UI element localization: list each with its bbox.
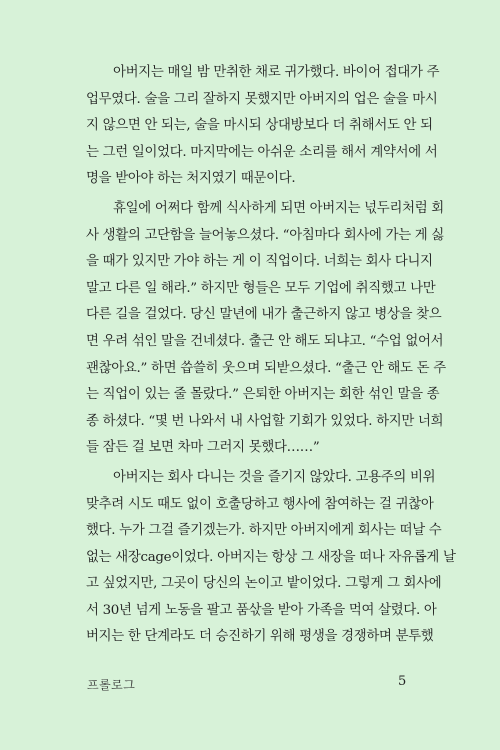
- page-number: 5: [398, 674, 407, 689]
- text-line: 명을 받아야 하는 처지였기 때문이다.: [86, 171, 296, 187]
- text-line: 아버지는 회사 다니는 것을 즐기지 않았다. 고용주의 비위: [113, 469, 436, 485]
- paragraph: [86, 196, 446, 462]
- text-line: 면 우려 섞인 말을 건네셨다. 출근 안 해도 되냐고. “수업 없어서: [86, 333, 444, 349]
- text-line: 업무였다. 술을 그리 잘하지 못했지만 아버지의 업은 술을 마시: [86, 91, 438, 107]
- text-line: 버지는 한 단계라도 더 승진하기 위해 평생을 경쟁하며 분투했: [86, 629, 434, 645]
- text-line: 지 않으면 안 되는, 술을 마시되 상대방보다 더 취해서도 안 되: [86, 118, 433, 134]
- text-line: 괜찮아요.” 하면 씁쓸히 웃으며 되받으셨다. “출근 안 해도 돈 주: [86, 360, 446, 376]
- text-line: 고 싶었지만, 그곳이 당신의 논이고 밭이었다. 그렇게 그 회사에: [86, 576, 442, 592]
- text-line: 는 직업이 있는 줄 몰랐다.” 은퇴한 아버지는 회한 섞인 말을 종: [86, 387, 440, 403]
- text-line: 사 생활의 고단함을 늘어놓으셨다. “아침마다 회사에 가는 게 싫: [86, 227, 445, 243]
- text-line: 말고 다른 일 해라.” 하지만 형들은 모두 기업에 취직했고 나만: [86, 280, 436, 296]
- text-line: 들 잠든 걸 보면 차마 그러지 못했다……”: [86, 440, 320, 456]
- text-line: 아버지는 매일 밤 만취한 채로 귀가했다. 바이어 접대가 주: [113, 65, 440, 80]
- paragraph: [86, 465, 456, 651]
- text-line: 는 그런 일이었다. 마지막에는 아쉬운 소리를 해서 계약서에 서: [86, 144, 438, 160]
- text-line: 을 때가 있지만 가야 하는 게 이 직업이다. 너희는 회사 다니지: [86, 254, 433, 270]
- text-line: 서 30년 넘게 노동을 팔고 품삯을 받아 가족을 먹여 살렸다. 아: [86, 602, 437, 618]
- text-line: 없는 새장cage이었다. 아버지는 항상 그 새장을 떠나 자유롭게 날: [86, 549, 456, 565]
- text-line: 휴일에 어쩌다 함께 식사하게 되면 아버지는 넋두리처럼 회: [113, 200, 444, 216]
- paragraph: [86, 60, 440, 193]
- text-line: 맞추려 시도 때도 없이 호출당하고 행사에 참여하는 걸 귀찮아: [86, 496, 434, 512]
- body-text: [86, 60, 456, 651]
- text-line: 했다. 누가 그걸 즐기겠는가. 하지만 아버지에게 회사는 떠날 수: [86, 523, 442, 539]
- running-title: 프롤로그: [87, 678, 136, 692]
- text-line: 종 하셨다. “몇 번 나와서 내 사업할 기회가 있었다. 하지만 너희: [86, 413, 444, 429]
- text-line: 다른 길을 걸었다. 당신 말년에 내가 출근하지 않고 병상을 찾으: [86, 307, 442, 323]
